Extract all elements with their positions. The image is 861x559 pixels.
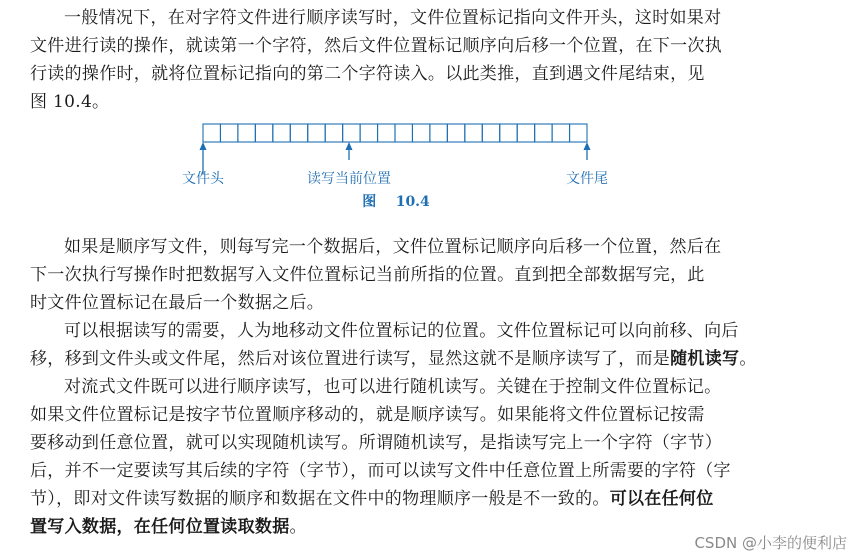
file-position-figure xyxy=(0,118,861,218)
byte-cell xyxy=(255,124,272,142)
text-line: 文件进行读的操作，就读第一个字符，然后文件位置标记顺序向后移一个位置，在下一次执 xyxy=(30,36,722,56)
byte-cell xyxy=(412,124,429,142)
text-line xyxy=(30,485,830,513)
byte-cell xyxy=(535,124,552,142)
text-line: 行读的操作时，就将位置标记指向的第二个字符读入。以此类推，直到遇文件尾结束，见 xyxy=(30,64,705,84)
text-line xyxy=(30,345,830,373)
text-line: 后，并不一定要读写其后续的字符（字节），而可以读写文件中任意位置上所需要的字符（字 xyxy=(30,461,731,481)
byte-cell xyxy=(238,124,255,142)
byte-cell xyxy=(203,124,220,142)
byte-cell xyxy=(343,124,360,142)
byte-cell xyxy=(395,124,412,142)
text-line: 图 10.4。 xyxy=(30,92,110,112)
paragraph-sequential-write xyxy=(30,233,830,317)
byte-cell xyxy=(465,124,482,142)
text-run: 。 xyxy=(289,517,307,537)
byte-cell xyxy=(500,124,517,142)
byte-cell xyxy=(570,124,587,142)
text-line: 如果是顺序写文件，则每写完一个数据后，文件位置标记顺序向后移一个位置，然后在 xyxy=(64,237,722,257)
text-line: 下一次执行写操作时把数据写入文件位置标记当前所指的位置。直到把全部数据写完，此 xyxy=(30,265,705,285)
watermark: CSDN @小李的便利店 xyxy=(694,534,847,552)
byte-cell xyxy=(517,124,534,142)
emphasis-random-rw: 随机读写 xyxy=(670,349,740,369)
byte-cell xyxy=(290,124,307,142)
byte-cell xyxy=(430,124,447,142)
arrow-head xyxy=(200,142,207,174)
byte-cell xyxy=(447,124,464,142)
text-run: 节），即对文件读写数据的顺序和数据在文件中的物理顺序一般是不一致的。 xyxy=(30,489,610,509)
arrow-tail xyxy=(584,142,591,160)
byte-cell-strip xyxy=(203,124,587,142)
paragraph-stream-file xyxy=(30,373,830,541)
figure-caption: 图 10.4 xyxy=(362,194,430,210)
byte-cell xyxy=(220,124,237,142)
text-line: 时文件位置标记在最后一个数据之后。 xyxy=(30,293,325,313)
emphasis-conclusion: 可以在任何位 xyxy=(609,489,714,509)
text-line: 如果文件位置标记是按字节位置顺序移动的，就是顺序读写。如果能将文件位置标记按需 xyxy=(30,405,705,425)
label-file-tail: 文件尾 xyxy=(566,171,608,187)
byte-cell xyxy=(360,124,377,142)
byte-cell xyxy=(482,124,499,142)
text-run: 移，移到文件头或文件尾，然后对该位置进行读写，显然这就不是顺序读写了，而是 xyxy=(30,349,671,369)
byte-cell xyxy=(378,124,395,142)
text-line: 一般情况下，在对字符文件进行顺序读写时，文件位置标记指向文件开头，这时如果对 xyxy=(64,8,722,28)
label-current-position: 读写当前位置 xyxy=(307,171,391,187)
byte-cell xyxy=(325,124,342,142)
emphasis-conclusion: 置写入数据，在任何位置读取数据 xyxy=(30,517,290,537)
byte-cell xyxy=(308,124,325,142)
byte-cell xyxy=(552,124,569,142)
text-line: 要移动到任意位置，就可以实现随机读写。所谓随机读写，是指读写完上一个字符（字节） xyxy=(30,433,722,453)
byte-cell xyxy=(273,124,290,142)
arrow-current xyxy=(346,142,353,160)
text-run: 。 xyxy=(739,349,757,369)
paragraph-move-marker xyxy=(30,317,830,373)
text-line: 可以根据读写的需要，人为地移动文件位置标记的位置。文件位置标记可以向前移、向后 xyxy=(64,321,739,341)
label-file-head: 文件头 xyxy=(182,171,224,187)
text-line: 对流式文件既可以进行顺序读写，也可以进行随机读写。关键在于控制文件位置标记。 xyxy=(64,377,722,397)
paragraph-sequential-read xyxy=(30,4,830,116)
